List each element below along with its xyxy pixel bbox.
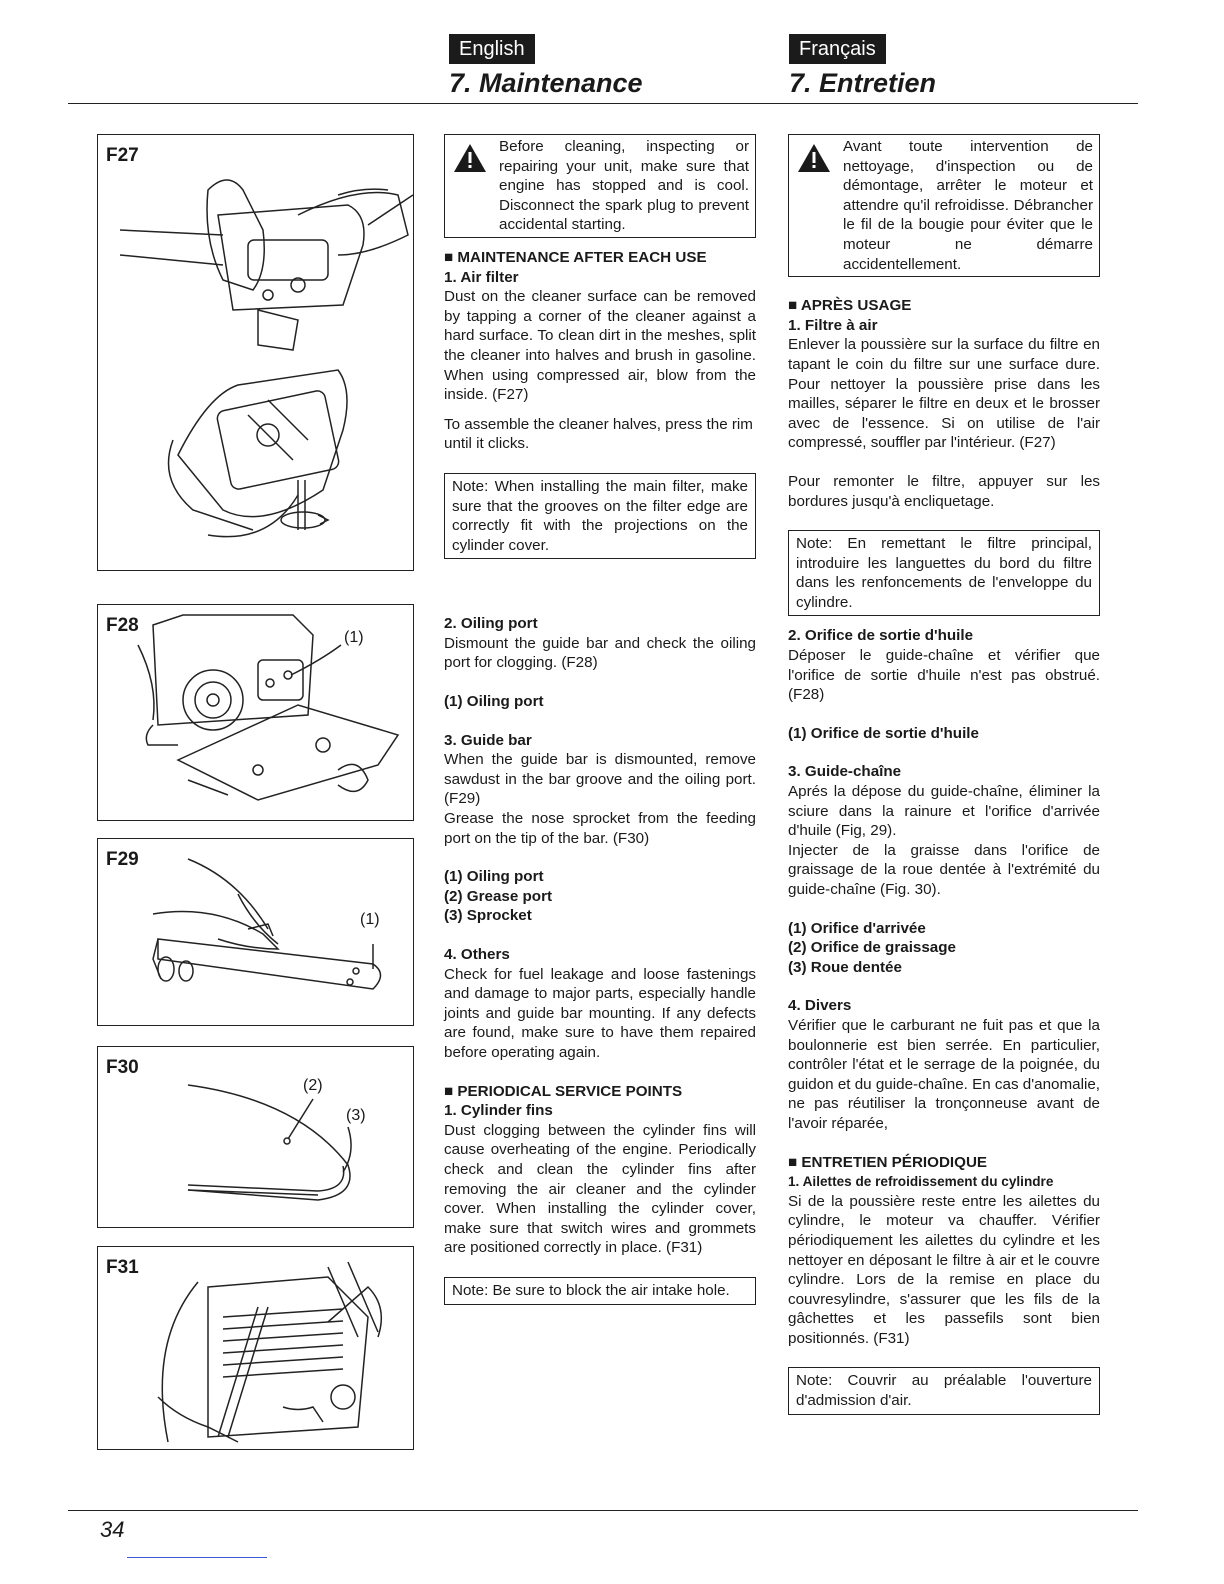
subsection-title: 3. Guide-chaîne: [788, 763, 902, 781]
note-box: [788, 1367, 1100, 1414]
english-column: [444, 134, 756, 1305]
section-heading: ■ ENTRETIEN PÉRIODIQUE: [788, 1153, 988, 1171]
note-text: Note: En remettant le filtre principal, introduire les languettes du bord du filtre dans les renfoncements de l'enveloppe du cylindre.: [796, 535, 1092, 611]
callout-1: (1): [360, 911, 380, 928]
legend-item: (2) Orifice de graissage: [788, 939, 956, 957]
subsection-title: 2. Oiling port: [444, 615, 538, 633]
paragraph: Si de la poussière reste entre les ailettes du cylindre, le moteur va chauffer. Vérifier périodiquement les ailettes du cylindre et les nettoyer en déposant le filtre à air et le couvre cylindre. Lors de la remise en place du couvresylindre, s'assurer que les fils de la gâchettes et les passefils sont bien positionnés. (F31): [788, 1192, 1100, 1347]
warning-icon: [797, 143, 831, 173]
french-column: [788, 134, 1100, 1415]
callout-1: (1): [344, 629, 364, 646]
legend-item: (2) Grease port: [444, 887, 553, 905]
paragraph: Check for fuel leakage and loose fastenings and damage to major parts, especially handle joints and guide bar mounting. If any defects are found, make sure to have them repaired before operating again.: [444, 965, 756, 1061]
legend-item: (3) Sprocket: [444, 907, 532, 925]
paragraph: Injecter de la graisse dans l'orifice de graissage de la roue dentée à l'extrémité du guide-chaîne (Fig. 30).: [788, 841, 1100, 898]
callout-2: (2): [303, 1077, 323, 1094]
warning-box: [444, 134, 756, 238]
subsection-title: 4. Others: [444, 946, 510, 963]
paragraph: Pour remonter le filtre, appuyer sur les bordures jusqu'à encliquetage.: [788, 472, 1100, 510]
legend-item: (1) Oiling port: [444, 693, 544, 711]
page-title-fr: 7. Entretien: [789, 68, 937, 98]
note-box: [444, 473, 756, 559]
paragraph: To assemble the cleaner halves, press the rim until it clicks.: [444, 415, 753, 453]
paragraph: Dust on the cleaner surface can be removed by tapping a corner of the cleaner against a hard surface. To clean dirt in the meshes, split the cleaner into halves and brush in gasoline. When using compressed air, blow from the inside. (F27): [444, 288, 756, 404]
figure-f30: [97, 1046, 414, 1228]
cylinder-fins-illustration: [98, 1247, 413, 1449]
callout-3: (3): [346, 1107, 366, 1124]
section-heading: ■ MAINTENANCE AFTER EACH USE: [444, 248, 707, 266]
warning-text: Avant toute intervention de nettoyage, d'inspection ou de démontage, arrêter le moteur et attendre qu'il refroidisse. Débrancher le fil de la bougie pour éviter que le moteur ne démarre accidentellement.: [843, 138, 1093, 273]
paragraph: Enlever la poussière sur la surface du filtre en tapant le coin du filtre sur une surface dure. Pour nettoyer la poussière prise dans les mailles, séparer le filtre en deux et le brosser avec de l'essence. Si on utilise de l'air compressé, souffler par l'intérieur. (F27): [788, 336, 1100, 452]
paragraph: When the guide bar is dismounted, remove sawdust in the bar groove and the oiling port. (F29): [444, 751, 756, 808]
figure-f29: [97, 838, 414, 1026]
subsection-title: 1. Air filter: [444, 268, 519, 286]
sprocket-illustration: [98, 1047, 413, 1227]
note-text: Note: When installing the main filter, make sure that the grooves on the filter edge are correctly fit with the projections on the cylinder cover.: [452, 477, 748, 554]
warning-box: [788, 134, 1100, 277]
footer-accent-line: [127, 1557, 267, 1558]
footer-rule: [68, 1510, 1138, 1511]
legend-item: (1) Orifice de sortie d'huile: [788, 724, 979, 742]
figure-label: F28: [106, 615, 139, 636]
legend-item: (1) Orifice d'arrivée: [788, 919, 926, 937]
subsection-title: 1. Cylinder fins: [444, 1102, 553, 1120]
section-heading: ■ APRÈS USAGE: [788, 297, 912, 315]
subsection-title: 1. Filtre à air: [788, 316, 878, 334]
warning-text: Before cleaning, inspecting or repairing your unit, make sure that engine has stopped and is cool. Disconnect the spark plug to prevent accidental starting.: [499, 138, 749, 234]
note-text: Note: Be sure to block the air intake hole.: [452, 1281, 730, 1299]
paragraph: Grease the nose sprocket from the feeding port on the tip of the bar. (F30): [444, 810, 756, 847]
subsection-title: 2. Orifice de sortie d'huile: [788, 627, 974, 645]
warning-icon: [453, 143, 487, 173]
guide-bar-illustration: [98, 839, 413, 1025]
lang-tag-francais: Français: [789, 34, 886, 64]
subsection-title: 3. Guide bar: [444, 731, 532, 749]
page-number: 34: [100, 1517, 125, 1542]
figure-f27: [97, 134, 414, 571]
lang-tag-english: English: [449, 34, 535, 64]
section-heading: ■ PERIODICAL SERVICE POINTS: [444, 1082, 683, 1100]
paragraph: Dust clogging between the cylinder fins will cause overheating of the engine. Periodically check and clean the cylinder fins after removing the air cleaner and the cylinder cover. When installing the cylinder cover, make sure that switch wires and grommets are positioned correctly in place. (F31): [444, 1121, 756, 1257]
legend-item: (1) Oiling port: [444, 868, 544, 886]
figure-f28: [97, 604, 414, 821]
paragraph: Dismount the guide bar and check the oiling port for clogging. (F28): [444, 634, 756, 672]
figure-label: F30: [106, 1057, 139, 1078]
figure-f31: [97, 1246, 414, 1450]
note-box: [788, 530, 1100, 616]
air-filter-illustration: [98, 135, 413, 570]
page-title-en: 7. Maintenance: [449, 68, 643, 98]
subsection-title: 1. Ailettes de refroidissement du cylindre: [788, 1174, 1054, 1190]
figure-label: F27: [106, 145, 139, 166]
paragraph: Déposer le guide-chaîne et vérifier que l'orifice de sortie d'huile n'est pas obstrué. (F28): [788, 647, 1100, 704]
figure-label: F31: [106, 1257, 139, 1278]
legend-item: (3) Roue dentée: [788, 958, 902, 976]
header-rule: [68, 103, 1138, 104]
figure-label: F29: [106, 849, 139, 870]
subsection-title: 4. Divers: [788, 997, 852, 1015]
note-box: [444, 1277, 756, 1305]
paragraph: Aprés la dépose du guide-chaîne, éliminer la sciure dans la rainure et l'orifice d'arrivée d'huile (Fig, 29).: [788, 783, 1100, 840]
note-text: Note: Couvrir au préalable l'ouverture d'admission d'air.: [796, 1372, 1092, 1410]
paragraph: Vérifier que le carburant ne fuit pas et que la boulonnerie est bien serrée. En particulier, contrôler l'état et le serrage de la poignée, du guidon et du guide-chaîne. En cas d'anomalie, ne pas réutiliser la tronçonneuse avant de l'avoir réparée,: [788, 1016, 1100, 1132]
oiling-port-illustration: [98, 605, 413, 820]
